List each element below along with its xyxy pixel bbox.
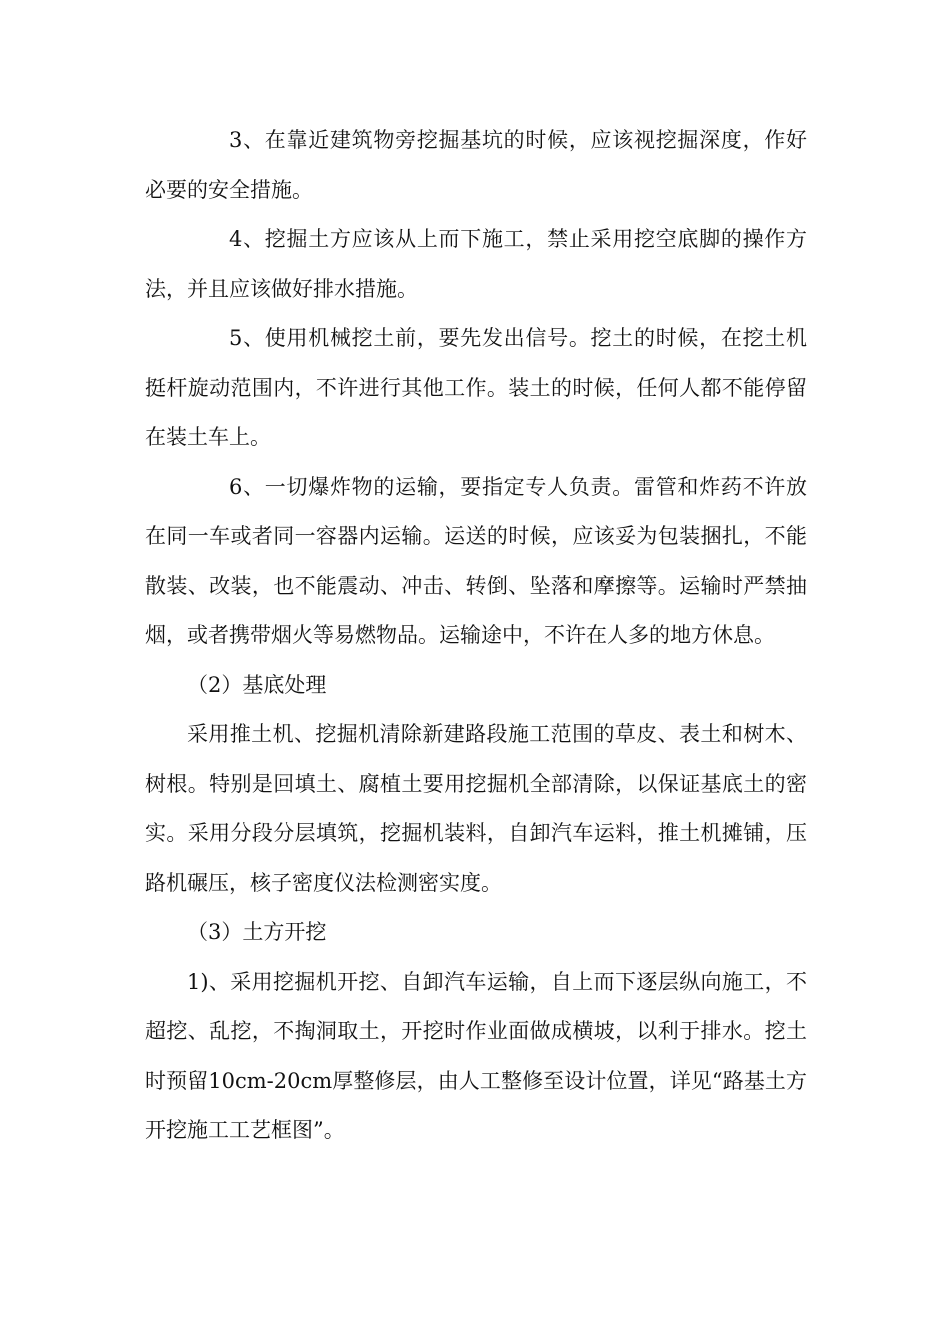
- paragraph-safety-3: 3、在靠近建筑物旁挖掘基坑的时候，应该视挖掘深度，作好必要的安全措施。: [145, 128, 807, 202]
- paragraph-base-treatment: 采用推土机、挖掘机清除新建路段施工范围的草皮、表土和树木、树根。特别是回填土、腐植土要用挖掘机全部清除，以保证基底土的密实。采用分段分层填筑，挖掘机装料，自卸汽车运料，推土机摊铺，压路机碾压，核子密度仪法检测密实度。: [145, 722, 807, 895]
- paragraph-excavation-1: 1)、采用挖掘机开挖、自卸汽车运输，自上而下逐层纵向施工，不超挖、乱挖，不掏洞取土，开挖时作业面做成横坡，以利于排水。挖土时预留10cm-20cm厚整修层，由人工整修至设计位置，详见“路基土方开挖施工工艺框图”。: [145, 969, 807, 1142]
- paragraph-safety-5: 5、使用机械挖土前，要先发出信号。挖土的时候，在挖土机挺杆旋动范围内，不许进行其他工作。装土的时候，任何人都不能停留在装土车上。: [145, 326, 807, 449]
- section-heading-excavation: （3）土方开挖: [187, 920, 327, 944]
- section-heading-base-treatment: （2）基底处理: [187, 672, 327, 697]
- paragraph-safety-4: 4、挖掘土方应该从上而下施工，禁止采用挖空底脚的操作方法，并且应该做好排水措施。: [145, 227, 807, 301]
- paragraph-safety-6: 6、一切爆炸物的运输，要指定专人负责。雷管和炸药不许放在同一车或者同一容器内运输。运送的时候，应该妥为包装捆扎，不能散装、改装，也不能震动、冲击、转倒、坠落和摩擦等。运输时严禁抽烟，或者携带烟火等易燃物品。运输途中，不许在人多的地方休息。: [145, 474, 807, 647]
- document-body: [145, 116, 807, 1156]
